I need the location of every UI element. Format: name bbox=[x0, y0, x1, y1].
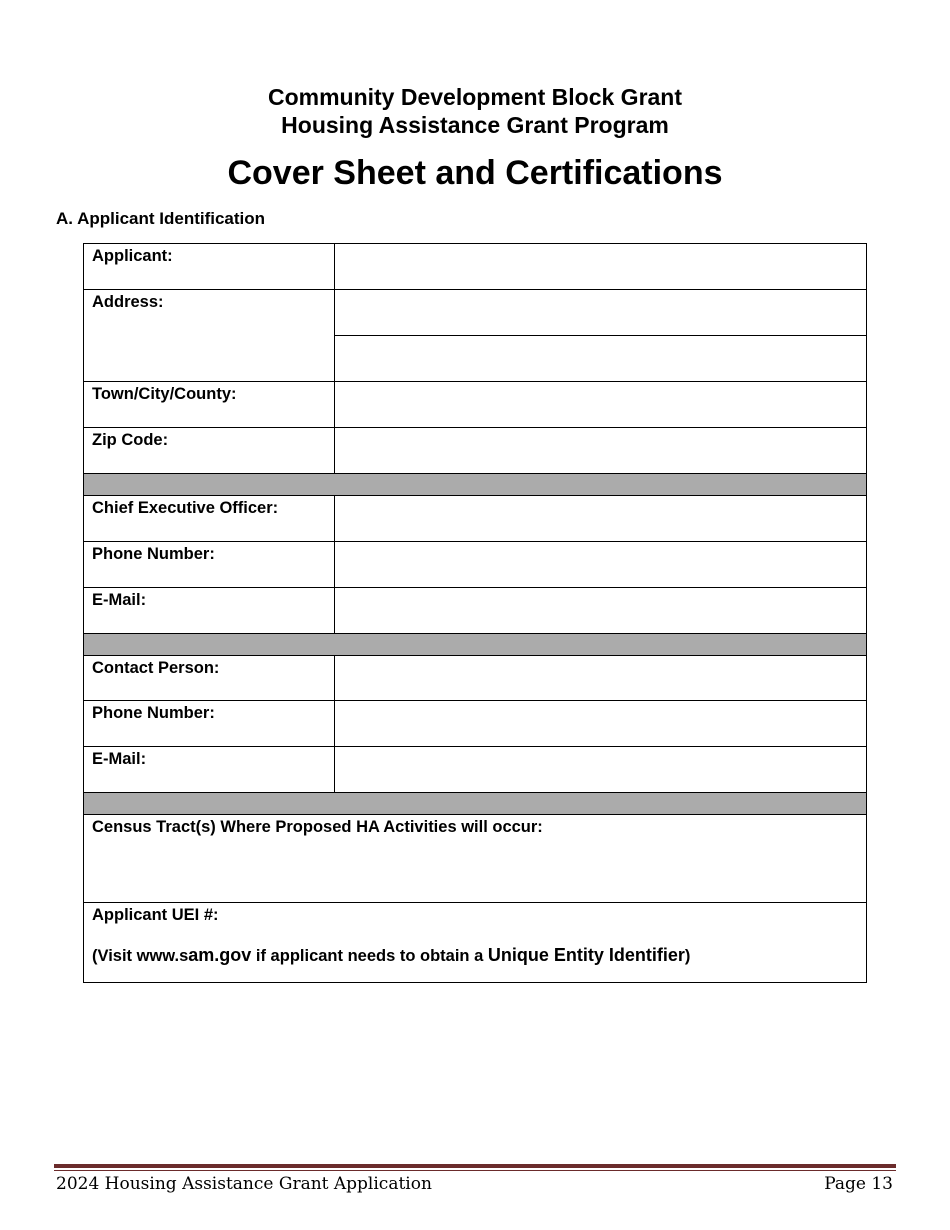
separator-bar bbox=[84, 793, 867, 815]
separator-row bbox=[84, 474, 867, 496]
contact-label: Contact Person: bbox=[84, 656, 335, 701]
footer-rule-thick bbox=[54, 1164, 896, 1168]
ceo-email-row bbox=[84, 588, 867, 634]
applicant-identification-table bbox=[83, 243, 867, 983]
uei-field[interactable] bbox=[84, 903, 867, 983]
footer-rule-thin bbox=[54, 1170, 896, 1171]
town-field[interactable] bbox=[335, 382, 867, 428]
uei-row bbox=[84, 903, 867, 983]
ceo-email-field[interactable] bbox=[335, 588, 867, 634]
uei-note bbox=[92, 945, 858, 966]
uei-note-prefix: (Visit www.s bbox=[92, 947, 189, 965]
applicant-label: Applicant: bbox=[84, 244, 335, 290]
ceo-phone-label: Phone Number: bbox=[84, 542, 335, 588]
address-line2-field[interactable] bbox=[335, 336, 867, 382]
contact-row bbox=[84, 656, 867, 701]
zip-row bbox=[84, 428, 867, 474]
sam-gov-link[interactable]: am.gov bbox=[188, 945, 252, 965]
contact-email-label: E-Mail: bbox=[84, 747, 335, 793]
contact-email-row bbox=[84, 747, 867, 793]
uei-note-middle: if applicant needs to obtain a bbox=[251, 947, 488, 965]
contact-phone-field[interactable] bbox=[335, 701, 867, 747]
zip-label: Zip Code: bbox=[84, 428, 335, 474]
footer-page-number: Page 13 bbox=[824, 1174, 893, 1194]
ceo-phone-row bbox=[84, 542, 867, 588]
uei-label: Applicant UEI #: bbox=[92, 906, 219, 924]
contact-phone-label: Phone Number: bbox=[84, 701, 335, 747]
ceo-field[interactable] bbox=[335, 496, 867, 542]
separator-row bbox=[84, 634, 867, 656]
town-label: Town/City/County: bbox=[84, 382, 335, 428]
section-heading: A. Applicant Identification bbox=[56, 209, 266, 228]
separator-row bbox=[84, 793, 867, 815]
ceo-phone-field[interactable] bbox=[335, 542, 867, 588]
ceo-row bbox=[84, 496, 867, 542]
program-title-line2: Housing Assistance Grant Program bbox=[281, 112, 669, 138]
ceo-label: Chief Executive Officer: bbox=[84, 496, 335, 542]
program-title-line1: Community Development Block Grant bbox=[267, 84, 683, 110]
contact-phone-row bbox=[84, 701, 867, 747]
applicant-row bbox=[84, 244, 867, 290]
census-row bbox=[84, 815, 867, 903]
uei-note-suffix: ) bbox=[684, 947, 691, 965]
contact-email-field[interactable] bbox=[335, 747, 867, 793]
zip-field[interactable] bbox=[335, 428, 867, 474]
footer-document-title: 2024 Housing Assistance Grant Application bbox=[56, 1174, 432, 1194]
address-row bbox=[84, 290, 867, 336]
uei-term: Unique Entity Identifier bbox=[487, 945, 685, 965]
applicant-field[interactable] bbox=[335, 244, 867, 290]
ceo-email-label: E-Mail: bbox=[84, 588, 335, 634]
address-line1-field[interactable] bbox=[335, 290, 867, 336]
contact-field[interactable] bbox=[335, 656, 867, 701]
page-title: Cover Sheet and Certifications bbox=[227, 154, 723, 192]
separator-bar bbox=[84, 474, 867, 496]
address-label: Address: bbox=[84, 290, 335, 382]
separator-bar bbox=[84, 634, 867, 656]
census-label: Census Tract(s) Where Proposed HA Activities will occur: bbox=[92, 818, 543, 836]
census-field[interactable] bbox=[84, 815, 867, 903]
town-row bbox=[84, 382, 867, 428]
